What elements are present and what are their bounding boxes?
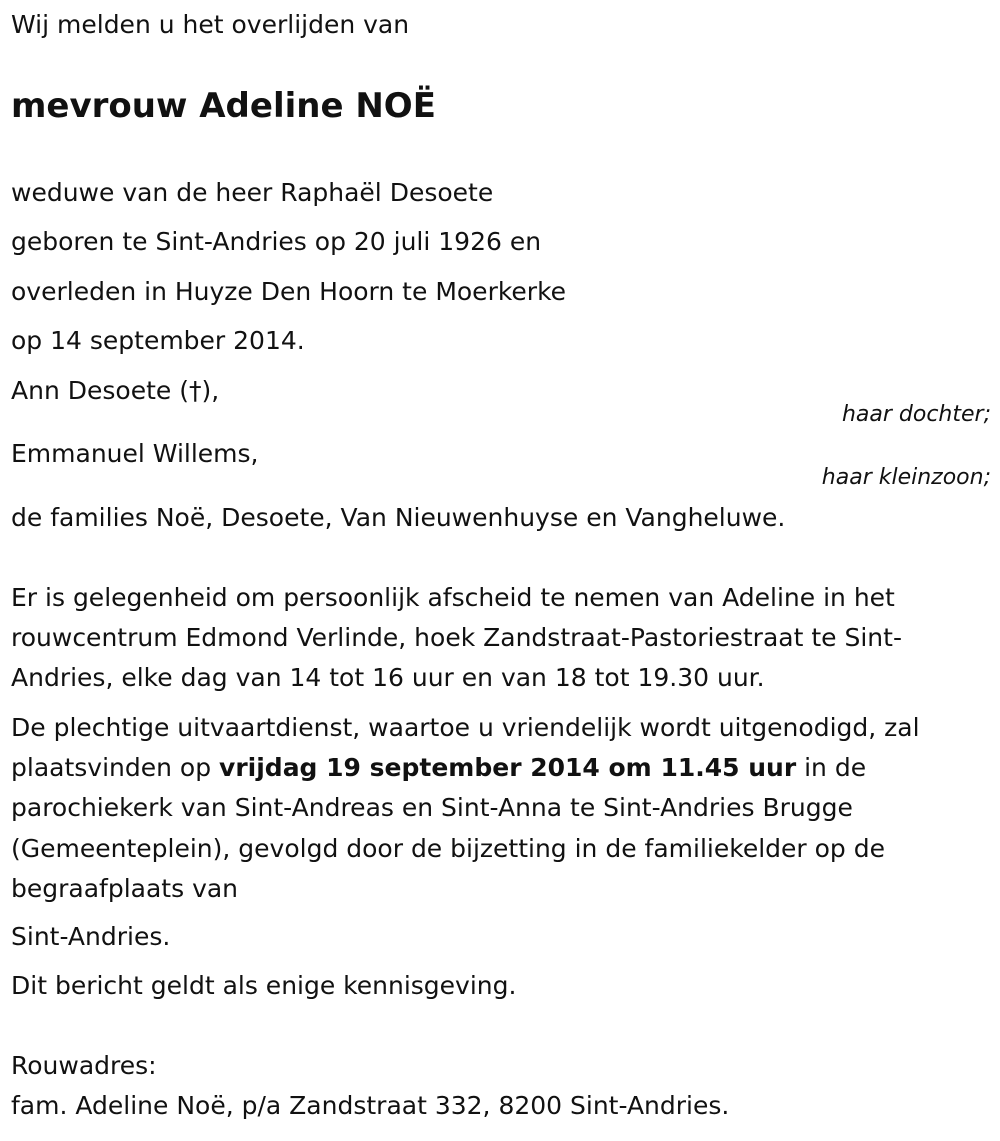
service-text-before: De plechtige uitvaartdienst, waartoe u vriendelijk wordt uitgenodigd, zal plaatsvinden op <box>11 713 920 783</box>
service-date-highlight: vrijdag 19 september 2014 om 11.45 uur <box>219 753 797 783</box>
relative-name: Emmanuel Willems, <box>11 439 259 468</box>
death-date-text: op 14 september 2014. <box>11 326 305 355</box>
death-place-text: overleden in Huyze Den Hoorn te Moerkerke <box>11 277 567 306</box>
address-label: Rouwadres: <box>11 1051 157 1080</box>
death-notice <box>11 0 991 1141</box>
deceased-name: mevrouw Adeline NOË <box>11 86 436 126</box>
address-text: fam. Adeline Noë, p/a Zandstraat 332, 8200 Sint-Andries. <box>11 1091 730 1120</box>
notice-text: Dit bericht geldt als enige kennisgeving. <box>11 971 517 1000</box>
birth-text: geboren te Sint-Andries op 20 juli 1926 en <box>11 227 542 256</box>
relative-name: Ann Desoete (†), <box>11 376 220 405</box>
intro-text: Wij melden u het overlijden van <box>11 10 410 39</box>
relative-relation: haar kleinzoon; <box>821 465 991 490</box>
families-text: de families Noë, Desoete, Van Nieuwenhuyse en Vangheluwe. <box>11 503 786 532</box>
service-place-text: Sint-Andries. <box>11 922 171 951</box>
relative-relation: haar dochter; <box>841 402 991 427</box>
service-paragraph <box>11 708 986 909</box>
widow-of-text: weduwe van de heer Raphaël Desoete <box>11 178 494 207</box>
farewell-paragraph: Er is gelegenheid om persoonlijk afscheid te nemen van Adeline in het rouwcentrum Edmond Verlinde, hoek Zandstraat-Pastoriestraat te Sint-Andries, elke dag van 14 tot 16 uur en van 18 tot 19.30 uur. <box>11 583 902 693</box>
service-text-after: in de parochiekerk van Sint-Andreas en Sint-Anna te Sint-Andries Brugge (Gemeenteplein), gevolgd door de bijzetting in de familiekelder op de begraafplaats van <box>11 753 885 903</box>
